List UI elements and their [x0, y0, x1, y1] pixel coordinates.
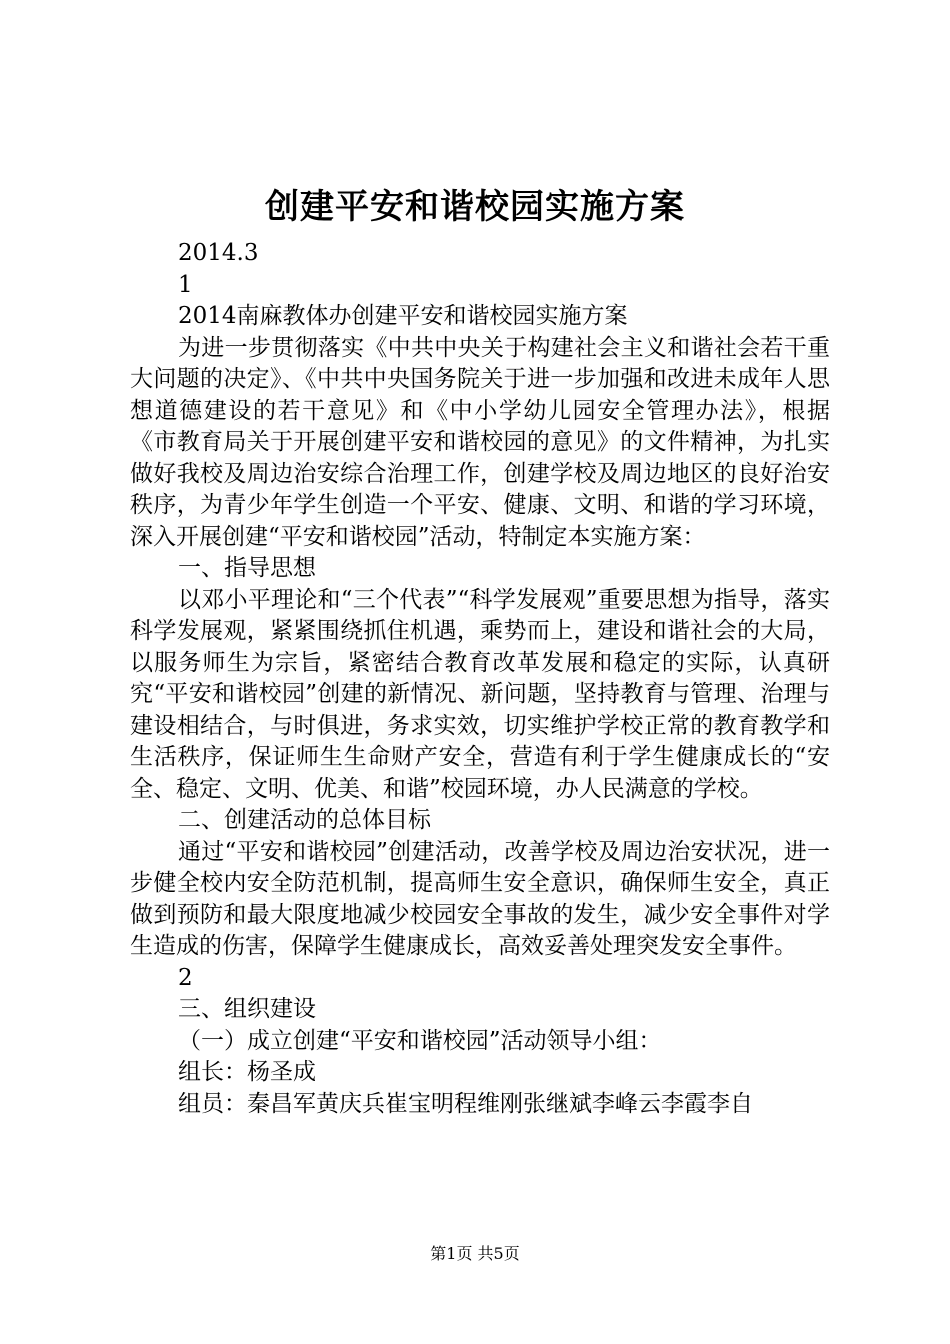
section-heading: 一、指导思想	[178, 555, 316, 581]
intro-paragraph: 为进一步贯彻落实《中共中央关于构建社会主义和谐社会若干重大问题的决定》、《中共中央国务院关于进一步加强和改进未成年人思想道德建设的若干意见》和《中小学幼儿园安全管理办法》，根据《市教育局关于开展创建平安和谐校园的意见》的文件精神，为扎实做好我校及周边治安综合治理工作，创建学校及周边地区的良好治安秩序，为青少年学生创造一个平安、健康、文明、和谐的学习环境，深入开展创建“平安和谐校园”活动，特制定本实施方案：	[130, 334, 830, 550]
document-subtitle: 2014南麻教体办创建平安和谐校园实施方案	[178, 303, 628, 329]
section-paragraph: 以邓小平理论和“三个代表”“科学发展观”重要思想为指导，落实科学发展观，紧紧围绕抓住机遇，乘势而上，建设和谐社会的大局，以服务师生为宗旨，紧密结合教育改革发展和稳定的实际，认真研究“平安和谐校园”创建的新情况、新问题，坚持教育与管理、治理与建设相结合，与时俱进，务求实效，切实维护学校正常的教育教学和生活秩序，保证师生生命财产安全，营造有利于学生健康成长的“安全、稳定、文明、优美、和谐”校园环境，办人民满意的学校。	[130, 586, 830, 802]
page-marker: 1	[178, 271, 193, 298]
document-date: 2014.3	[178, 240, 259, 266]
document-body	[130, 238, 830, 1120]
section-paragraph: 通过“平安和谐校园”创建活动，改善学校及周边治安状况，进一步健全校内安全防范机制，提高师生安全意识，确保师生安全，真正做到预防和最大限度地减少校园安全事故的发生，减少安全事件对学生造成的伤害，保障学生健康成长，高效妥善处理突发安全事件。	[130, 838, 830, 959]
page-marker: 2	[178, 964, 193, 991]
members-line: 组员：秦昌军黄庆兵崔宝明程维刚张继斌李峰云李霞李自	[178, 1090, 753, 1117]
section-heading: 二、创建活动的总体目标	[178, 807, 431, 833]
document-title: 创建平安和谐校园实施方案	[265, 187, 685, 227]
leader-line: 组长：杨圣成	[178, 1059, 316, 1085]
section-heading: 三、组织建设	[178, 996, 316, 1022]
subsection-heading: （一）成立创建“平安和谐校园”活动领导小组：	[178, 1027, 662, 1054]
page-footer: 第1页 共5页	[430, 1244, 520, 1263]
